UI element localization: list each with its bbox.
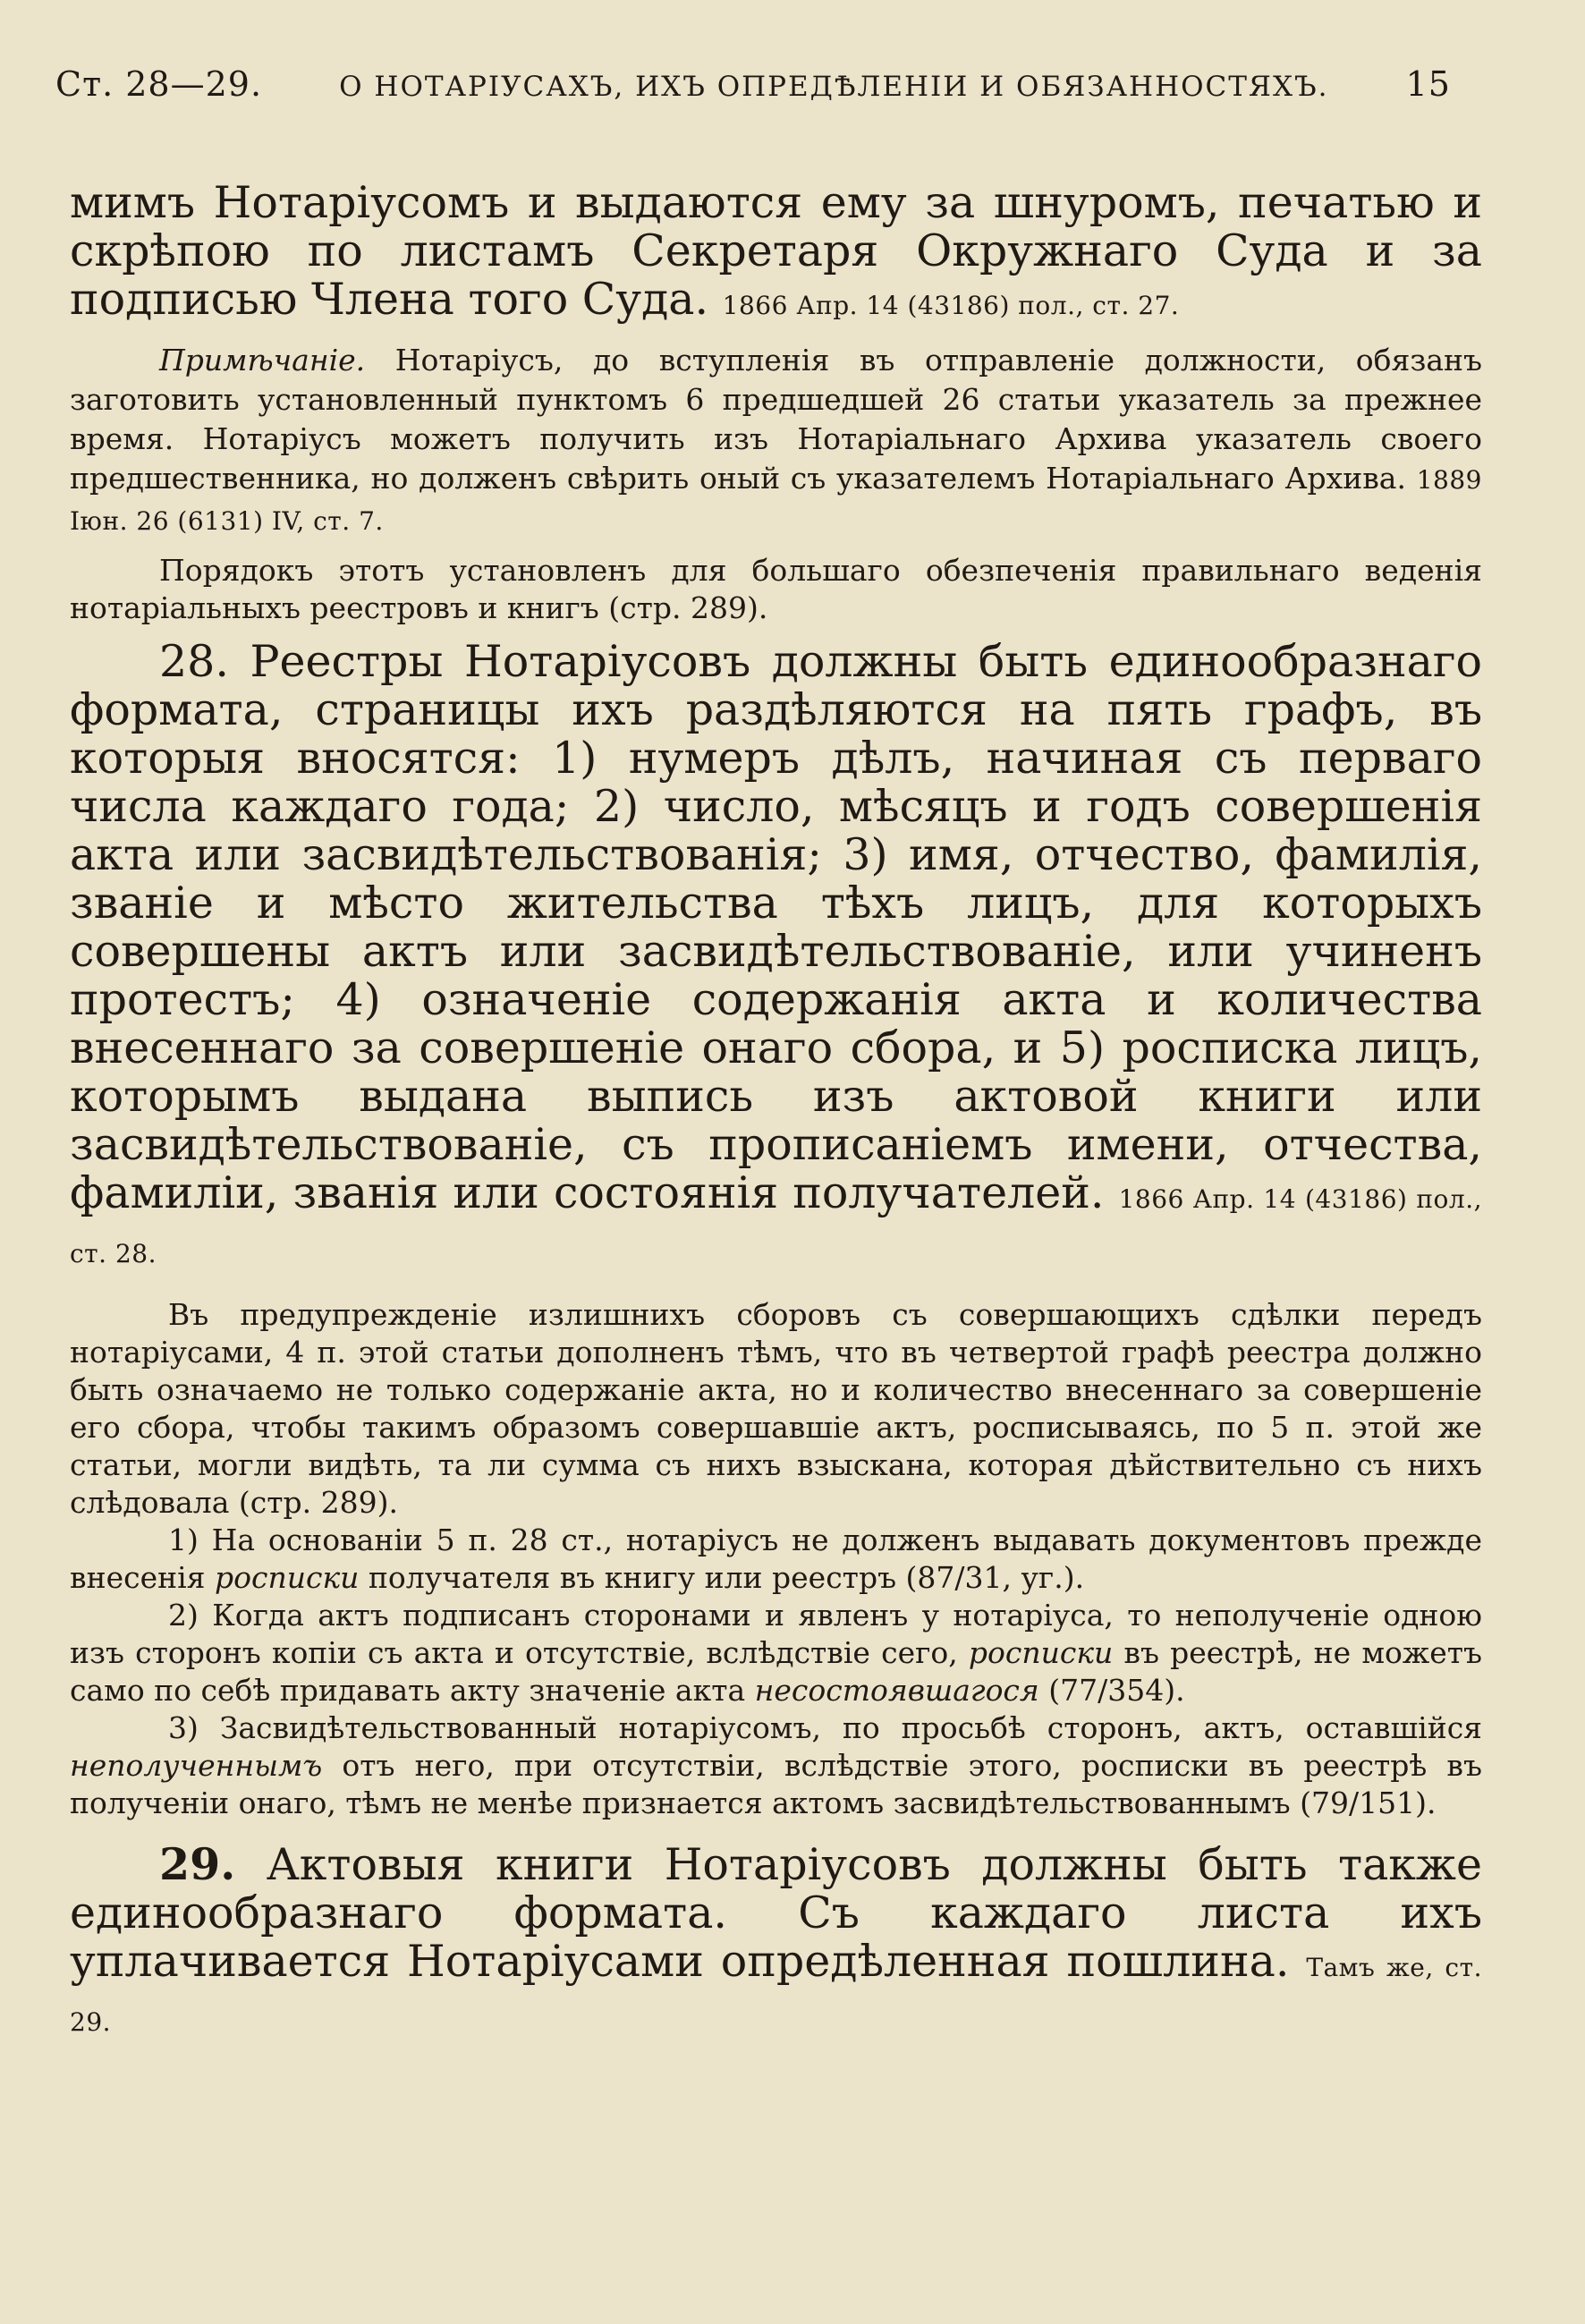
article-27-text: мимъ Нотаріусомъ и выдаются ему за шнуромъ, печатью и скрѣпою по листамъ Секретаря Окружнаго Суда и за подписью Члена того Суда. — [70, 177, 1482, 325]
ruling-3-emphasis: неполученнымъ — [70, 1748, 323, 1783]
ruling-1-text-a: 1) На основаніи 5 п. 28 ст., нотаріусъ не долженъ выдавать документовъ прежде внесенія — [70, 1522, 1482, 1595]
article-27-continuation — [70, 179, 1482, 330]
article-28-text: Реестры Нотаріусовъ должны быть единообразнаго формата, страницы ихъ раздѣляются на пять графъ, въ которыя вносятся: 1) нумеръ дѣлъ, начиная съ перваго числа каждаго года; 2) число, мѣсяцъ и годъ совершенія акта или засвидѣтельствованія; 3) имя, отчество, фамилія, званіе и мѣсто жительства тѣхъ лицъ, для которыхъ совершены актъ или засвидѣтельствованіе, или учиненъ протестъ; 4) означеніе содержанія акта и количества внесеннаго за совершеніе онаго сбора, и 5) росписка лицъ, которымъ выдана выпись изъ актовой книги или засвидѣтельствованіе, съ прописаніемъ имени, отчества, фамиліи, званія или состоянія получателей. — [70, 636, 1483, 1218]
article-28 — [70, 638, 1482, 1278]
ruling-2 — [70, 1597, 1482, 1709]
commentary-2: Въ предупрежденіе излишнихъ сборовъ съ совершающихъ сдѣлки передъ нотаріусами, 4 п. этой статьи дополненъ тѣмъ, что въ четвертой графѣ реестра должно быть означаемо не только содержаніе акта, но и количество внесеннаго за совершеніе его сбора, чтобы такимъ образомъ совершавшіе актъ, росписываясь, по 5 п. этой же статьи, могли видѣть, та ли сумма съ нихъ взыскана, которая дѣйствительно съ нихъ слѣдовала (стр. 289). — [70, 1297, 1482, 1520]
ruling-2-text-c: (77/354). — [1038, 1673, 1185, 1708]
note-paragraph — [70, 341, 1482, 541]
page-body — [70, 179, 1482, 2047]
running-header — [55, 64, 1451, 104]
ruling-2-text-b: въ реестрѣ, не можетъ само по себѣ придавать акту значеніе акта — [70, 1635, 1482, 1708]
header-title: О НОТАРІУСАХЪ, ИХЪ ОПРЕДѢЛЕНІИ И ОБЯЗАННОСТЯХЪ. — [339, 71, 1329, 103]
article-29 — [70, 1840, 1482, 2047]
article-28-citation: 1866 Апр. 14 (43186) пол., ст. 28. — [70, 1184, 1482, 1268]
ruling-2-emphasis-2: несостоявшагося — [754, 1673, 1039, 1708]
ruling-2-emphasis-1: росписки — [968, 1635, 1114, 1670]
note-text: Нотаріусъ, до вступленія въ отправленіе должности, обязанъ заготовить установленный пунктомъ 6 предшедшей 26 статьи указатель за прежнее время. Нотаріусъ можетъ получить изъ Нотаріальнаго Архива указатель своего предшественника, но долженъ свѣрить оный съ указателемъ Нотаріальнаго Архива. — [70, 343, 1482, 496]
ruling-2-text-a: 2) Когда актъ подписанъ сторонами и явленъ у нотаріуса, то неполученіе одною изъ сторонъ копіи съ акта и отсутствіе, вслѣдствіе сего, — [70, 1598, 1482, 1670]
article-28-number: 28. — [159, 636, 229, 687]
ruling-3 — [70, 1709, 1482, 1822]
article-27-citation: 1866 Апр. 14 (43186) пол., ст. 27. — [722, 291, 1180, 320]
ruling-1-text-b: получателя въ книгу или реестръ (87/31, уг.). — [359, 1560, 1085, 1595]
ruling-1 — [70, 1522, 1482, 1597]
page-number: 15 — [1405, 64, 1451, 104]
commentary-1: Порядокъ этотъ установленъ для большаго обезпеченія правильнаго веденія нотаріальныхъ реестровъ и книгъ (стр. 289). — [70, 553, 1482, 625]
article-29-text: Актовыя книги Нотаріусовъ должны быть также единообразнаго формата. Съ каждаго листа ихъ уплачивается Нотаріусами опредѣленная пошлина. — [70, 1839, 1482, 1987]
header-articles: Ст. 28—29. — [55, 64, 263, 104]
note-citation: 1889 Іюн. 26 (6131) IV, ст. 7. — [70, 465, 1482, 536]
ruling-1-emphasis: росписки — [214, 1560, 360, 1595]
ruling-3-text-b: отъ него, при отсутствіи, вслѣдствіе этого, росписки въ реестрѣ въ полученіи онаго, тѣмъ не менѣе признается актомъ засвидѣтельствованнымъ (79/151). — [70, 1748, 1482, 1820]
ruling-3-text-a: 3) Засвидѣтельствованный нотаріусомъ, по просьбѣ сторонъ, актъ, оставшійся — [168, 1710, 1482, 1745]
article-29-citation: Тамъ же, ст. 29. — [70, 1953, 1482, 2037]
note-label: Примѣчаніе. — [159, 343, 366, 377]
article-29-number: 29. — [159, 1838, 236, 1890]
